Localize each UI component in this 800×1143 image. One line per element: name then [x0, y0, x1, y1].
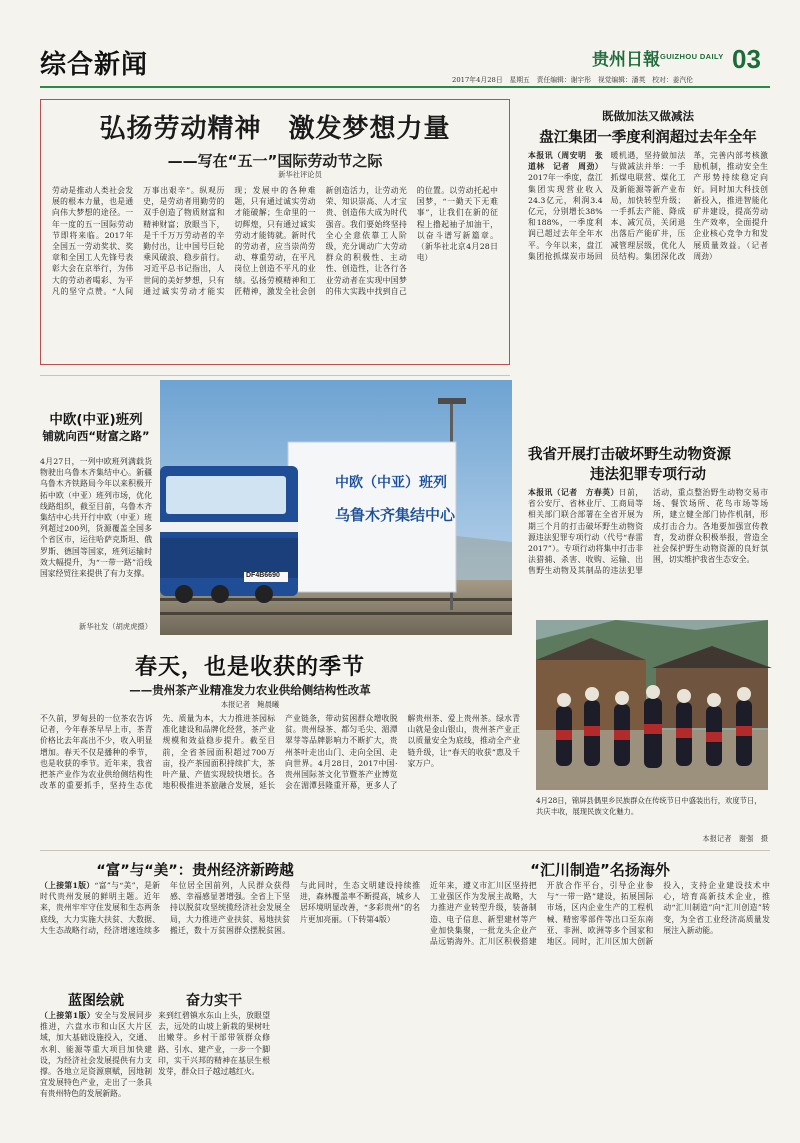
tea-byline: 本报记者 鲍晨曦: [220, 700, 280, 709]
dateline: 2017年4月28日 星期五 责任编辑：谢宇彤 视觉编辑：潘英 校对：姜汽伦: [452, 76, 693, 84]
ecology-title-1: 我省开展打击破坏野生动物资源: [528, 447, 731, 463]
fendou-title: 奋力实干: [186, 993, 242, 1009]
fumei-body: [40, 880, 420, 980]
ecology-title-2: 违法犯罪专项行动: [590, 467, 706, 483]
bluesky-text: 安全与发展同步推进，六盘水市和山区大片区域，加大基础设施投入，交通、水利、能源等重大项目加快建设，为经济社会发展提供有力支撑。各地立足资源禀赋，因地制宜发展特色产业，走出了一条具有贵州特色的发展新路。: [40, 1011, 152, 1099]
mid-divider: [40, 375, 510, 376]
lead-subtitle: ——写在“五一”国际劳动节之际: [167, 152, 383, 170]
panjiang-text: 2017年一季度，盘江集团实现营业收入24.3亿元，利润3.4亿元，分别增长38%和188%，一季度利润已超过去年全年水平。今年以来，盘江集团抢抓煤炭市场回暖机遇，坚持做加法与做减法并举：一手抓煤电联营、煤化工及新能源等新产业布局，加快转型升级；一手抓去产能、降成本、减冗员，关闭退出落后产能矿井，压减管理层级，优化人员结构。集团深化改革，完善内部考核激励机制，推动安全生产形势持续稳定向好。同时加大科技创新投入，推进智能化矿井建设，提高劳动生产效率，全面提升企业核心竞争力和发展质量效益。（记者 周劲）: [528, 151, 776, 261]
ecology-text: 日前，省公安厅、省林业厅、工商局等相关部门联合部署在全省开展为期三个月的打击破坏野生动物资源违法犯罪专项行动（代号“春雷2017”）。专项行动将集中打击非法猎捕、杀害、收购、运输、出售野生动物及其制品的违法犯罪活动，重点整治野生动物交易市场、餐饮场所、花鸟市场等场所，建立健全部门协作机制，形成打击合力。各地要加强宣传教育，发动群众积极举报，营造全社会保护野生动物资源的良好氛围，切实维护我省生态安全。: [528, 488, 768, 576]
fendou-body: 来到红碧镇水东山上头，放眼望去，远处的山坡上新栽的果树吐出嫩芽。乡村干部带领群众修路、引水、建产业，一步一个脚印，实干兴邦的精神在基层生根发芽，群众日子越过越红火。: [158, 1011, 270, 1077]
fumei-tag: （上接第1版）: [40, 881, 95, 890]
bluesky-title: 蓝图绘就: [68, 993, 124, 1009]
section-title: 综合新闻: [40, 50, 149, 79]
panjiang-kicker: 既做加法又做减法: [602, 109, 694, 123]
page-number: 03: [732, 44, 761, 74]
ecology-byline: 本报讯（记者 方春英）: [528, 488, 619, 497]
panjiang-body: [528, 150, 776, 432]
ecology-body: [528, 487, 768, 612]
huichuan-title: “汇川制造”名扬海外: [530, 861, 670, 879]
banlie-body: 4月27日，一列中欧班列满载货物驶出乌鲁木齐集结中心。新疆乌鲁木齐铁路局今年以来积极开拓中欧（中亚）班列市场，优化线路组织，截至目前，乌鲁木齐集结中心共开行中欧（中亚）班列超过200列，货源覆盖全国多个省区市，运往哈萨克斯坦、俄罗斯、德国等国家，班列运输时效大幅提升，为“一带一路”沿线国家经贸往来提供了有力支撑。: [40, 457, 152, 579]
festival-credit: 本报记者 谢强 摄: [702, 834, 768, 843]
lead-body: 劳动是推动人类社会发展的根本力量，也是通向伟大梦想的途径。一年一度的五一国际劳动节即将来临。2017年全国五一劳动奖状、奖章和全国工人先锋号表彰大会在京举行，为伟大的劳动者喝彩、为平凡的坚守点赞。“人间万事出艰辛”。纵观历史，是劳动者用勤劳的双手创造了物质财富和精神财富；放眼当下，是千千万万劳动者的辛勤付出，让中国号巨轮乘风破浪、稳步前行。习近平总书记指出，人世间的美好梦想，只有通过诚实劳动才能实现；发展中的各种难题，只有通过诚实劳动才能破解；生命里的一切辉煌，只有通过诚实劳动才能铸就。新时代的劳动者，应当崇尚劳动、尊重劳动，在平凡岗位上创造不平凡的业绩。弘扬劳模精神和工匠精神，激发全社会创新创造活力，让劳动光荣、知识崇高、人才宝贵、创造伟大成为时代强音。我们要始终坚持全心全意依靠工人阶级，充分调动广大劳动群众的积极性、主动性、创造性，让各行各业劳动者在实现中国梦的伟大实践中找到自己的位置。以劳动托起中国梦，“一勤天下无难事”，让我们在新的征程上撸起袖子加油干，以奋斗谱写新篇章。（新华社北京4月28日电）: [52, 186, 498, 296]
lead-byline: 新华社评论员: [278, 170, 322, 179]
tea-body: 不久前，罗甸县的一位茶农告诉记者，今年春茶早早上市，茶青价格比去年高出不少，收入明显增加。春天不仅是播种的季节，也是收获的季节。近年来，我省把茶产业作为农业供给侧结构性改革的重要抓手，坚持生态优先、质量为本，大力推进茶园标准化建设和品牌化经营，茶产业规模和效益稳步提升。截至目前，全省茶园面积超过700万亩，投产茶园面积持续扩大，茶叶产量、产值实现较快增长。各地积极推进茶旅融合发展，延长产业链条，带动贫困群众增收脱贫。贵州绿茶、都匀毛尖、湄潭翠芽等品牌影响力不断扩大，贵州茶叶走出山门、走向全国、走向世界。4月28日，2017中国·贵州国际茶文化节暨茶产业博览会在湄潭县隆重开幕，更多人了解贵州茶、爱上贵州茶。绿水青山就是金山银山，贵州茶产业正以质量安全为底线，推动全产业链升级，让“春天的收获”惠及千家万户。: [40, 714, 520, 791]
panjiang-byline: 本报讯（周安明 张道林 记者 周劲）: [528, 151, 603, 172]
tea-title: 春天，也是收获的季节: [134, 654, 365, 680]
fumei-text: “富”与“美”，是新时代贵州发展的鲜明主题。近年来，贵州牢牢守住发展和生态两条底线，大力实施大扶贫、大数据、大生态战略行动，经济增速连续多年位居全国前列，人民群众获得感、幸福感显著增强。全省上下坚持以脱贫攻坚统揽经济社会发展全局，大力推进产业扶贫、易地扶贫搬迁，数十万贫困群众摆脱贫困。与此同时，生态文明建设持续推进，森林覆盖率不断提高，城乡人居环境明显改善，“多彩贵州”的名片更加亮丽。（下转第4版）: [40, 881, 420, 935]
train-photo: [160, 380, 512, 635]
lead-title: 弘扬劳动精神 激发梦想力量: [99, 114, 451, 144]
lower-divider: [40, 850, 770, 851]
huichuan-body: 近年来，遵义市汇川区坚持把工业强区作为发展主战略，大力推进产业转型升级，装备制造、电子信息、新型建材等产业加快集聚，一批龙头企业产品远销海外。汇川区积极搭建开放合作平台，引导企业参与“一带一路”建设，拓展国际市场，区内企业生产的工程机械、精密零部件等出口至东南亚、非洲、欧洲等多个国家和地区。同时，汇川区加大创新投入，支持企业建设技术中心，培育高新技术企业，推动“汇川制造”向“汇川创造”转变，为全省工业经济高质量发展注入新动能。: [430, 881, 770, 947]
bluesky-body: [40, 1010, 152, 1138]
festival-caption: 4月28日，锦屏县偶里乡民族群众在传统节日中盛装出行，欢度节日，共庆丰收，展现民族文化魅力。: [536, 796, 762, 816]
bluesky-tag: （上接第1版）: [40, 1011, 96, 1020]
logo-en: GUIZHOU DAILY: [660, 52, 724, 61]
festival-illustration: [536, 620, 768, 790]
train-sign-line1: 中欧（中亚）班列: [335, 475, 447, 491]
banlie-byline: 新华社发（胡虎虎摄）: [79, 622, 152, 631]
train-sign-line2: 乌鲁木齐集结中心: [335, 506, 456, 524]
header-rule: [40, 86, 770, 88]
page-header: [0, 0, 800, 90]
tea-subtitle: ——贵州茶产业精准发力农业供给侧结构性改革: [129, 683, 371, 697]
festival-photo: [536, 620, 768, 790]
banlie-title-2: 铺就向西“财富之路”: [42, 429, 150, 443]
banlie-title-1: 中欧(中亚)班列: [49, 412, 143, 428]
locomotive-number: DF4B6690: [246, 572, 280, 579]
fumei-title: “富”与“美”：贵州经济新跨越: [96, 863, 294, 879]
logo-cn: 贵州日報: [592, 50, 660, 69]
panjiang-title: 盘江集团一季度利润超过去年全年: [539, 130, 757, 146]
